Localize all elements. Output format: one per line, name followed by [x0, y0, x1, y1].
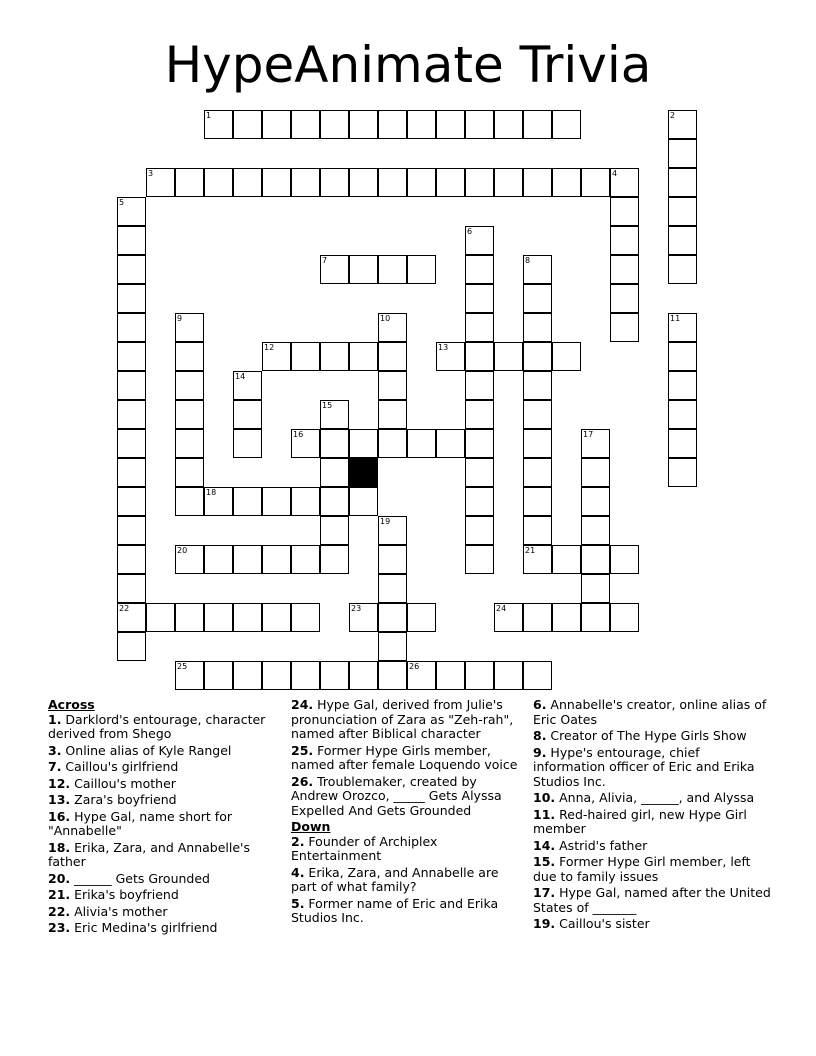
grid-cell[interactable] — [465, 458, 494, 487]
cell-number: 19 — [380, 517, 391, 526]
grid-cell[interactable] — [436, 661, 465, 690]
grid-cell[interactable] — [320, 342, 349, 371]
grid-cell[interactable] — [233, 603, 262, 632]
clue-item — [48, 810, 273, 839]
grid-cell[interactable] — [465, 110, 494, 139]
clue-text: Alivia's mother — [70, 903, 168, 919]
cell-number: 4 — [612, 169, 618, 178]
grid-cell[interactable] — [581, 545, 610, 574]
grid-cell[interactable] — [668, 139, 697, 168]
grid-cell[interactable] — [668, 313, 697, 342]
clue-text: Hype's entourage, chief information officer of Eric and Erika Studios Inc. — [533, 744, 755, 789]
grid-cell[interactable] — [204, 168, 233, 197]
cell-number: 25 — [177, 662, 188, 671]
grid-cell[interactable] — [117, 226, 146, 255]
clue-text: Annabelle's creator, online alias of Eric Oates — [533, 697, 767, 727]
grid-cell[interactable] — [610, 226, 639, 255]
grid-cell[interactable] — [465, 400, 494, 429]
cell-number: 26 — [409, 662, 420, 671]
grid-cell[interactable] — [378, 632, 407, 661]
grid-cell[interactable] — [175, 400, 204, 429]
grid-cell[interactable] — [291, 168, 320, 197]
grid-cell[interactable] — [262, 545, 291, 574]
grid-cell[interactable] — [204, 603, 233, 632]
grid-cell[interactable] — [378, 429, 407, 458]
grid-cell[interactable] — [117, 516, 146, 545]
grid-cell[interactable] — [320, 661, 349, 690]
cell-number: 7 — [322, 256, 328, 265]
cell-number: 18 — [206, 488, 217, 497]
grid-cell[interactable] — [668, 458, 697, 487]
grid-cell[interactable] — [465, 313, 494, 342]
grid-cell[interactable] — [668, 371, 697, 400]
clue-text: Former Hype Girl member, left due to family issues — [533, 854, 751, 884]
grid-cell[interactable] — [378, 342, 407, 371]
grid-cell[interactable] — [204, 487, 233, 516]
grid-cell[interactable] — [407, 661, 436, 690]
clue-text: Hype Gal, derived from Julie's pronunciation of Zara as "Zeh-rah", named after Biblical character — [291, 697, 514, 741]
clue-number: 21. — [48, 887, 71, 902]
clue-number: 2. — [291, 833, 305, 849]
clue-text: Online alias of Kyle Rangel — [61, 742, 232, 758]
grid-cell[interactable] — [407, 429, 436, 458]
clue-item — [533, 808, 773, 837]
grid-cell[interactable] — [523, 110, 552, 139]
clue-item — [291, 744, 526, 773]
down-clues-part1 — [291, 835, 526, 926]
clue-text: Former name of Eric and Erika Studios Inc. — [291, 895, 499, 925]
grid-cell[interactable] — [610, 313, 639, 342]
cell-number: 24 — [496, 604, 507, 613]
clue-item — [48, 872, 273, 887]
grid-cell[interactable] — [436, 342, 465, 371]
clue-text: Troublemaker, created by Andrew Orozco, _____ Gets Alyssa Expelled And Gets Grounded — [291, 773, 502, 818]
grid-cell[interactable] — [378, 313, 407, 342]
grid-cell[interactable] — [117, 400, 146, 429]
clue-number: 23. — [48, 920, 71, 935]
grid-cell[interactable] — [320, 110, 349, 139]
clue-item — [533, 698, 773, 727]
grid-cell[interactable] — [175, 487, 204, 516]
down-heading: Down — [291, 819, 331, 834]
clue-text: Hype Gal, name short for "Annabelle" — [48, 808, 232, 838]
across-heading: Across — [48, 697, 95, 712]
grid-cell[interactable] — [523, 458, 552, 487]
grid-cell[interactable] — [552, 110, 581, 139]
grid-cell[interactable] — [465, 168, 494, 197]
cell-number: 6 — [467, 227, 473, 236]
grid-cell[interactable] — [291, 661, 320, 690]
grid-cell[interactable] — [291, 429, 320, 458]
grid-cell[interactable] — [407, 255, 436, 284]
grid-cell[interactable] — [407, 168, 436, 197]
grid-cell[interactable] — [262, 487, 291, 516]
grid-cell[interactable] — [378, 255, 407, 284]
clue-number: 22. — [48, 903, 71, 919]
clue-number: 4. — [291, 864, 305, 880]
grid-cell[interactable] — [320, 545, 349, 574]
grid-cell[interactable] — [117, 284, 146, 313]
cell-number: 15 — [322, 401, 333, 410]
grid-cell[interactable] — [378, 371, 407, 400]
grid-cell[interactable] — [349, 255, 378, 284]
grid-cell[interactable] — [378, 603, 407, 632]
grid-cell[interactable] — [465, 429, 494, 458]
cell-number: 3 — [148, 169, 154, 178]
grid-cell[interactable] — [494, 661, 523, 690]
clue-text: Hype Gal, named after the United States of _______ — [533, 885, 771, 915]
puzzle-title: HypeAnimate Trivia — [164, 36, 652, 94]
clue-number: 26. — [291, 773, 314, 789]
grid-cell[interactable] — [349, 603, 378, 632]
grid-cell[interactable] — [523, 487, 552, 516]
grid-cell[interactable] — [465, 284, 494, 313]
grid-cell[interactable] — [175, 168, 204, 197]
clue-number: 18. — [48, 839, 71, 855]
grid-cell[interactable] — [523, 255, 552, 284]
grid-cell[interactable] — [523, 313, 552, 342]
grid-cell[interactable] — [552, 545, 581, 574]
cell-number: 11 — [670, 314, 681, 323]
cell-number: 8 — [525, 256, 531, 265]
clue-number: 19. — [533, 916, 556, 931]
clue-text: Creator of The Hype Girls Show — [546, 728, 747, 743]
clue-text: Caillou's girlfriend — [61, 759, 179, 774]
grid-cell[interactable] — [668, 226, 697, 255]
clue-item — [48, 793, 273, 808]
clue-item — [48, 841, 273, 870]
grid-cell[interactable] — [523, 661, 552, 690]
cell-number: 16 — [293, 430, 304, 439]
clue-item — [48, 905, 273, 920]
clue-number: 25. — [291, 742, 314, 758]
grid-cell[interactable] — [117, 371, 146, 400]
grid-cell[interactable] — [262, 603, 291, 632]
grid-cell[interactable] — [610, 255, 639, 284]
cell-number: 2 — [670, 111, 676, 120]
down-clues-part2 — [533, 698, 773, 932]
grid-cell[interactable] — [233, 661, 262, 690]
grid-cell[interactable] — [349, 661, 378, 690]
clue-item — [291, 866, 526, 895]
grid-cell[interactable] — [349, 429, 378, 458]
clue-column-3 — [533, 698, 773, 934]
grid-cell[interactable] — [581, 603, 610, 632]
clue-text: Erika's boyfriend — [70, 887, 179, 902]
grid-cell[interactable] — [465, 342, 494, 371]
grid-cell[interactable] — [465, 487, 494, 516]
clue-text: Founder of Archiplex Entertainment — [291, 833, 438, 863]
grid-cell[interactable] — [610, 603, 639, 632]
clue-number: 8. — [533, 728, 547, 743]
grid-cell[interactable] — [233, 487, 262, 516]
grid-cell[interactable] — [494, 168, 523, 197]
grid-cell[interactable] — [552, 168, 581, 197]
grid-cell[interactable] — [436, 429, 465, 458]
grid-cell[interactable] — [494, 603, 523, 632]
grid-cell[interactable] — [320, 255, 349, 284]
grid-cell[interactable] — [175, 458, 204, 487]
grid-cell[interactable] — [610, 168, 639, 197]
grid-cell[interactable] — [233, 371, 262, 400]
clue-text: Zara's boyfriend — [70, 792, 177, 807]
grid-cell[interactable] — [117, 197, 146, 226]
grid-cell[interactable] — [668, 168, 697, 197]
grid-cell[interactable] — [291, 110, 320, 139]
clue-number: 9. — [533, 744, 547, 760]
clue-item — [48, 760, 273, 775]
grid-cell[interactable] — [320, 168, 349, 197]
clue-number: 5. — [291, 895, 305, 911]
clue-item — [291, 897, 526, 926]
clue-item — [533, 746, 773, 790]
grid-cell[interactable] — [581, 487, 610, 516]
clue-number: 10. — [533, 790, 556, 805]
grid-cell[interactable] — [523, 400, 552, 429]
grid-cell[interactable] — [523, 371, 552, 400]
grid-cell[interactable] — [407, 603, 436, 632]
clue-item — [533, 855, 773, 884]
grid-cell[interactable] — [175, 371, 204, 400]
clue-text: Astrid's father — [555, 837, 648, 853]
clue-number: 1. — [48, 711, 62, 727]
grid-cell[interactable] — [117, 255, 146, 284]
grid-cell[interactable] — [262, 661, 291, 690]
grid-cell[interactable] — [117, 487, 146, 516]
grid-cell[interactable] — [320, 429, 349, 458]
grid-cell[interactable] — [262, 342, 291, 371]
grid-cell[interactable] — [291, 487, 320, 516]
grid-cell[interactable] — [668, 429, 697, 458]
grid-cell[interactable] — [581, 516, 610, 545]
grid-cell[interactable] — [349, 342, 378, 371]
grid-cell[interactable] — [523, 603, 552, 632]
grid-cell[interactable] — [378, 574, 407, 603]
grid-cell[interactable] — [233, 110, 262, 139]
clue-item — [48, 744, 273, 759]
clue-item — [533, 886, 773, 915]
clue-text: Darklord's entourage, character derived from Shego — [48, 711, 266, 741]
across-clues-part2 — [291, 698, 526, 818]
clue-item — [533, 917, 773, 932]
grid-cell[interactable] — [233, 168, 262, 197]
cell-number: 13 — [438, 343, 449, 352]
grid-cell[interactable] — [175, 429, 204, 458]
clue-number: 15. — [533, 854, 556, 869]
grid-cell[interactable] — [349, 110, 378, 139]
clue-number: 11. — [533, 806, 556, 822]
cell-number: 12 — [264, 343, 275, 352]
clue-text: Eric Medina's girlfriend — [70, 920, 218, 935]
grid-cell[interactable] — [204, 661, 233, 690]
grid-cell[interactable] — [117, 458, 146, 487]
grid-cell[interactable] — [668, 197, 697, 226]
cell-number: 14 — [235, 372, 246, 381]
grid-cell[interactable] — [175, 661, 204, 690]
grid-cell[interactable] — [349, 487, 378, 516]
grid-cell[interactable] — [465, 226, 494, 255]
grid-cell[interactable] — [175, 342, 204, 371]
clue-item — [291, 835, 526, 864]
cell-number: 9 — [177, 314, 183, 323]
grid-cell[interactable] — [523, 168, 552, 197]
clue-number: 12. — [48, 775, 71, 791]
grid-cell[interactable] — [668, 255, 697, 284]
grid-cell[interactable] — [581, 458, 610, 487]
grid-cell[interactable] — [204, 110, 233, 139]
grid-cell[interactable] — [233, 545, 262, 574]
grid-cell[interactable] — [146, 168, 175, 197]
grid-cell[interactable] — [465, 516, 494, 545]
clue-column-2 — [291, 698, 526, 928]
grid-cell[interactable] — [378, 168, 407, 197]
grid-cell[interactable] — [523, 516, 552, 545]
grid-cell[interactable] — [349, 168, 378, 197]
grid-cell[interactable] — [494, 110, 523, 139]
grid-cell[interactable] — [233, 400, 262, 429]
grid-cell[interactable] — [436, 110, 465, 139]
clue-number: 14. — [533, 837, 556, 853]
grid-cell[interactable] — [494, 342, 523, 371]
clue-number: 6. — [533, 697, 547, 712]
grid-cell[interactable] — [378, 661, 407, 690]
clue-item — [291, 775, 526, 819]
clue-item — [48, 921, 273, 936]
grid-cell[interactable] — [117, 632, 146, 661]
grid-cell[interactable] — [436, 168, 465, 197]
clue-number: 17. — [533, 885, 556, 900]
grid-cell[interactable] — [117, 603, 146, 632]
grid-cell[interactable] — [581, 429, 610, 458]
grid-cell[interactable] — [175, 603, 204, 632]
clue-item — [533, 729, 773, 744]
across-clues-part1 — [48, 713, 273, 936]
grid-cell[interactable] — [117, 545, 146, 574]
grid-cell[interactable] — [465, 371, 494, 400]
grid-cell[interactable] — [668, 342, 697, 371]
grid-cell[interactable] — [117, 429, 146, 458]
grid-cell[interactable] — [465, 661, 494, 690]
grid-cell[interactable] — [291, 545, 320, 574]
clue-item — [48, 713, 273, 742]
clue-text: Caillou's sister — [555, 916, 650, 931]
grid-cell[interactable] — [291, 603, 320, 632]
grid-cell[interactable] — [262, 110, 291, 139]
grid-cell[interactable] — [262, 168, 291, 197]
grid-cell[interactable] — [523, 284, 552, 313]
grid-cell[interactable] — [523, 429, 552, 458]
cell-number: 10 — [380, 314, 391, 323]
grid-cell[interactable] — [552, 603, 581, 632]
grid-cell[interactable] — [407, 110, 436, 139]
clue-text: Caillou's mother — [70, 775, 176, 791]
grid-cell[interactable] — [117, 342, 146, 371]
grid-cell[interactable] — [610, 545, 639, 574]
grid-cell[interactable] — [581, 574, 610, 603]
grid-cell[interactable] — [320, 458, 349, 487]
cell-number: 23 — [351, 604, 362, 613]
clue-item — [291, 698, 526, 742]
grid-cell[interactable] — [465, 255, 494, 284]
grid-cell[interactable] — [146, 603, 175, 632]
grid-cell[interactable] — [610, 284, 639, 313]
cell-number: 20 — [177, 546, 188, 555]
clue-item — [533, 839, 773, 854]
clue-item — [48, 777, 273, 792]
grid-cell[interactable] — [610, 197, 639, 226]
cell-number: 22 — [119, 604, 130, 613]
clue-number: 20. — [48, 870, 71, 886]
cell-number: 1 — [206, 111, 212, 120]
grid-cell[interactable] — [291, 342, 320, 371]
grid-cell[interactable] — [668, 400, 697, 429]
grid-cell[interactable] — [175, 545, 204, 574]
grid-cell[interactable] — [233, 429, 262, 458]
clue-text: Erika, Zara, and Annabelle's father — [48, 839, 250, 869]
grid-cell[interactable] — [320, 487, 349, 516]
clue-number: 16. — [48, 808, 71, 824]
grid-cell[interactable] — [378, 110, 407, 139]
black-cell — [349, 458, 378, 487]
grid-cell[interactable] — [204, 545, 233, 574]
cell-number: 21 — [525, 546, 536, 555]
grid-cell[interactable] — [117, 574, 146, 603]
clue-column-1 — [48, 698, 273, 938]
grid-cell[interactable] — [523, 545, 552, 574]
grid-cell[interactable] — [668, 110, 697, 139]
clue-number: 7. — [48, 759, 62, 774]
grid-cell[interactable] — [378, 400, 407, 429]
grid-cell[interactable] — [175, 313, 204, 342]
clue-text: Erika, Zara, and Annabelle are part of what family? — [291, 864, 499, 894]
clue-text: Anna, Alivia, ______, and Alyssa — [555, 790, 755, 805]
clue-number: 3. — [48, 742, 62, 758]
clue-number: 13. — [48, 792, 71, 807]
grid-cell[interactable] — [552, 342, 581, 371]
cell-number: 17 — [583, 430, 594, 439]
grid-cell[interactable] — [465, 545, 494, 574]
grid-cell[interactable] — [581, 168, 610, 197]
clue-text: Former Hype Girls member, named after female Loquendo voice — [291, 742, 518, 772]
grid-cell[interactable] — [378, 516, 407, 545]
grid-cell[interactable] — [523, 342, 552, 371]
clue-item — [48, 888, 273, 903]
grid-cell[interactable] — [378, 545, 407, 574]
cell-number: 5 — [119, 198, 125, 207]
clue-text: Red-haired girl, new Hype Girl member — [533, 806, 747, 836]
clue-text: ______ Gets Grounded — [70, 870, 210, 886]
clue-number: 24. — [291, 697, 314, 712]
grid-cell[interactable] — [117, 313, 146, 342]
clue-item — [533, 791, 773, 806]
grid-cell[interactable] — [320, 400, 349, 429]
grid-cell[interactable] — [320, 516, 349, 545]
